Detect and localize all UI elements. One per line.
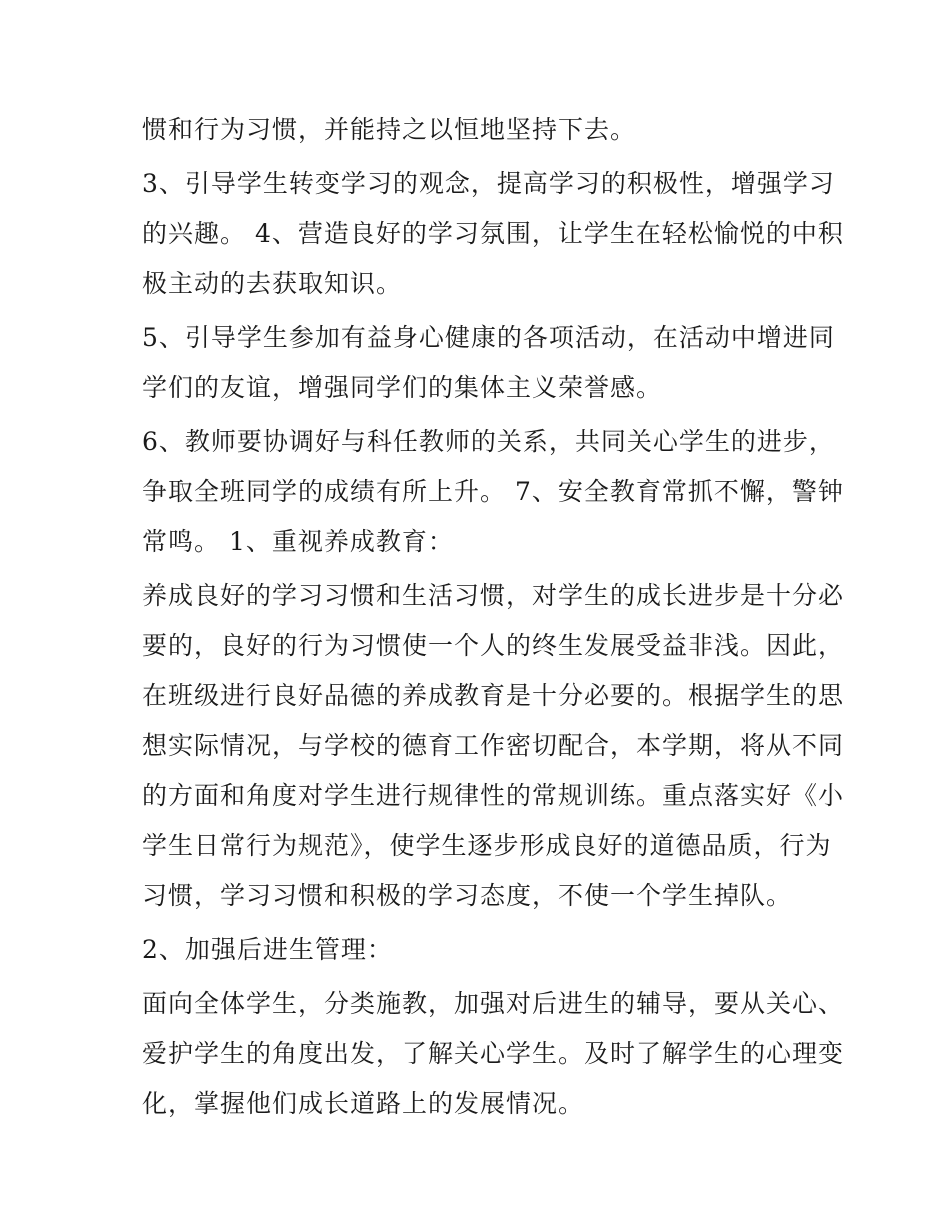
text-line: 面向全体学生，分类施教，加强对后进生的辅导，要从关心、 [142,989,845,1018]
text-line: 化，掌握他们成长道路上的发展情况。 [142,1089,585,1118]
text-line: 在班级进行良好品德的养成教育是十分必要的。根据学生的思 [142,681,845,710]
text-line: 5、引导学生参加有益身心健康的各项活动，在活动中增进同 [142,323,835,352]
document-body-text [142,105,845,1129]
text-line: 养成良好的学习习惯和生活习惯，对学生的成长进步是十分必 [142,581,845,610]
text-line: 的方面和角度对学生进行规律性的常规训练。重点落实好《小 [142,781,845,810]
text-line: 习惯，学习习惯和积极的学习态度，不使一个学生掉队。 [142,881,793,910]
text-line: 要的，良好的行为习惯使一个人的终生发展受益非浅。因此， [142,631,845,660]
text-line: 的兴趣。 4、营造良好的学习氛围，让学生在轻松愉悦的中积 [142,219,844,248]
text-line: 常鸣。 1、重视养成教育： [142,527,454,556]
text-line: 惯和行为习惯，并能持之以恒地坚持下去。 [142,115,637,144]
text-line: 3、引导学生转变学习的观念，提高学习的积极性，增强学习 [142,169,835,198]
text-line: 极主动的去获取知识。 [142,269,403,298]
text-line: 想实际情况，与学校的德育工作密切配合，本学期，将从不同 [142,731,845,760]
text-line: 争取全班同学的成绩有所上升。 7、安全教育常抓不懈，警钟 [142,477,844,506]
text-line: 2、加强后进生管理： [142,935,393,964]
text-line: 学生日常行为规范》，使学生逐步形成良好的道德品质，行为 [142,831,832,860]
text-line: 学们的友谊，增强同学们的集体主义荣誉感。 [142,373,663,402]
text-line: 6、教师要协调好与科任教师的关系，共同关心学生的进步， [142,427,835,456]
text-line: 爱护学生的角度出发，了解关心学生。及时了解学生的心理变 [142,1039,845,1068]
